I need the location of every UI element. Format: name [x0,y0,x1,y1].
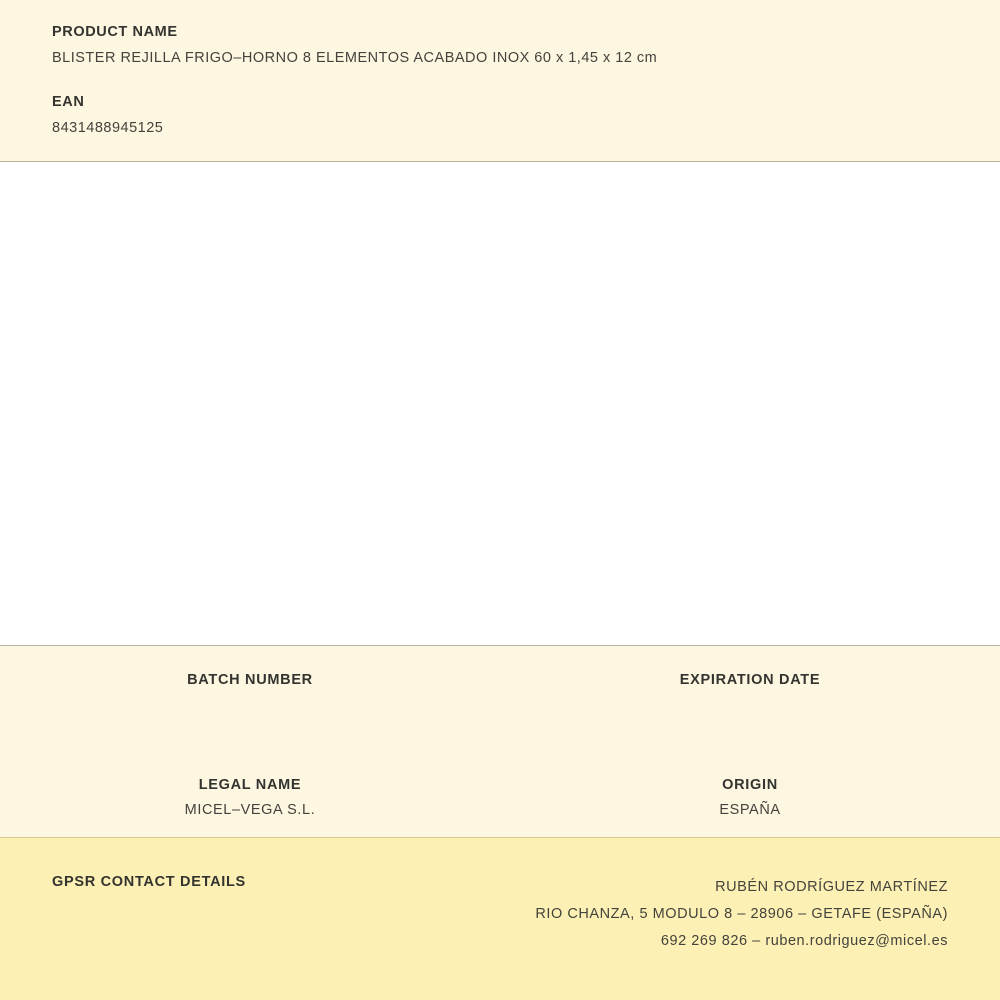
field-spacer [0,66,1000,94]
ean-field [0,94,1000,136]
origin-value: ESPAÑA [719,802,781,818]
expiration-date-label: EXPIRATION DATE [679,672,821,688]
origin-cell [500,777,1000,819]
gpsr-contact-address: RIO CHANZA, 5 MODULO 8 – 28906 – GETAFE (ESPAÑA) [535,906,948,922]
legal-name-value: MICEL–VEGA S.L. [184,802,316,818]
product-image-area [0,162,1000,646]
expiration-date-cell [500,672,1000,714]
product-name-field [0,24,1000,66]
ean-label: EAN [52,94,85,110]
batch-number-value [0,697,500,714]
batch-expiration-row [0,672,1000,714]
legal-name-label: LEGAL NAME [198,777,302,793]
batch-legal-block [0,646,1000,838]
origin-label: ORIGIN [722,777,778,793]
gpsr-contact-details [535,874,948,955]
legal-name-cell [0,777,500,819]
gpsr-contact-phone-email: 692 269 826 – ruben.rodriguez@micel.es [660,933,948,949]
product-name-label: PRODUCT NAME [52,24,178,40]
gpsr-footer [0,838,1000,1000]
gpsr-contact-label: GPSR CONTACT DETAILS [52,874,246,890]
product-header-block [0,0,1000,162]
expiration-date-value [500,697,1000,714]
legal-origin-row [0,777,1000,819]
gpsr-contact-name: RUBÉN RODRÍGUEZ MARTÍNEZ [715,879,948,895]
batch-number-cell [0,672,500,714]
batch-number-label: BATCH NUMBER [187,672,313,688]
product-name-value: BLISTER REJILLA FRIGO–HORNO 8 ELEMENTOS ACABADO INOX 60 x 1,45 x 12 cm [52,50,658,66]
ean-value: 8431488945125 [52,120,164,136]
